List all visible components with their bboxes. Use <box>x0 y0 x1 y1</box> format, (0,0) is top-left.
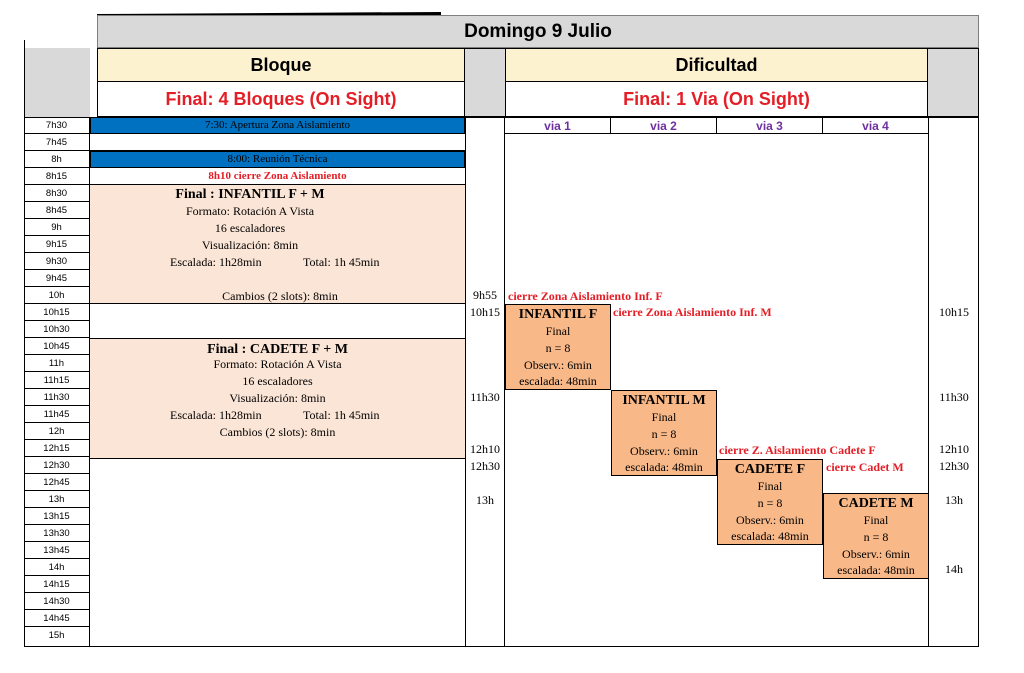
bloque-infantil-visualizacion: Visualización: 8min <box>201 238 299 252</box>
dificultad-final-title: Final: 1 Via (On Sight) <box>505 82 928 117</box>
time-slot: 13h30 <box>24 525 89 542</box>
note-cierre-cad-f: cierre Z. Aislamiento Cadete F <box>719 443 876 457</box>
time-slot: 14h45 <box>24 610 89 627</box>
right-time-11h30: 11h30 <box>939 390 969 404</box>
dif-infantil-m-n: n = 8 <box>651 427 677 441</box>
time-slot: 7h45 <box>24 134 89 151</box>
time-slot: 13h15 <box>24 508 89 525</box>
dif-infantil-m-title: INFANTIL M <box>622 393 706 408</box>
bloque-infantil <box>90 185 465 304</box>
right-time-13h: 13h <box>945 493 963 507</box>
bloque-final-title: Final: 4 Bloques (On Sight) <box>97 82 465 117</box>
via-row <box>505 117 928 134</box>
dif-infantil-f-phase: Final <box>545 324 571 338</box>
right-time-10h15: 10h15 <box>939 305 969 319</box>
time-slot: 11h45 <box>24 406 89 423</box>
bloque-empty-7h45 <box>90 134 465 151</box>
bloque-gap <box>90 304 465 339</box>
bloque-cadete-title: Final : CADETE F + M <box>207 342 348 357</box>
time-slot: 9h30 <box>24 253 89 270</box>
dif-cadete-m-title: CADETE M <box>838 496 914 511</box>
dif-infantil-f-title: INFANTIL F <box>518 307 598 322</box>
dif-infantil-f <box>505 304 611 390</box>
dif-cadete-f-observ: Observ.: 6min <box>736 513 804 527</box>
time-slot: 14h <box>24 559 89 576</box>
via-3-label: via 3 <box>717 117 823 134</box>
note-cierre-cad-m: cierre Cadet M <box>826 460 904 474</box>
bloque-cadete-visualizacion: Visualización: 8min <box>229 391 326 405</box>
time-slot: 10h15 <box>24 304 89 321</box>
bloque-cadete-escaladores: 16 escaladores <box>242 374 313 388</box>
bloque-infantil-escalada: Escalada: 1h28min <box>170 255 262 269</box>
corner-tick <box>24 40 25 48</box>
time-slot: 12h <box>24 423 89 440</box>
time-slot: 7h30 <box>24 117 89 134</box>
dif-cadete-f-phase: Final <box>757 479 783 493</box>
bloque-header: Bloque <box>97 48 465 82</box>
bloque-cadete-total: Total: 1h 45min <box>303 408 380 422</box>
corner-box <box>24 48 90 117</box>
mid-time-12h30: 12h30 <box>470 459 500 473</box>
bloque-infantil-formato: Formato: Rotación A Vista <box>185 204 315 218</box>
right-time-14h: 14h <box>945 562 963 576</box>
time-slot: 13h <box>24 491 89 508</box>
time-slot: 14h15 <box>24 576 89 593</box>
dif-cadete-m-observ: Observ.: 6min <box>842 547 910 561</box>
note-cierre-inf-f: cierre Zona Aislamiento Inf. F <box>508 289 663 303</box>
dif-cadete-f-escalada: escalada: 48min <box>731 529 809 543</box>
day-title: Domingo 9 Julio <box>97 15 979 48</box>
bloque-infantil-total: Total: 1h 45min <box>303 255 380 269</box>
via-1-label: via 1 <box>505 117 611 134</box>
bloque-infantil-cambios: Cambios (2 slots): 8min <box>222 289 338 303</box>
dif-cadete-m-n: n = 8 <box>863 530 889 544</box>
time-slot: 11h <box>24 355 89 372</box>
dif-infantil-m-escalada: escalada: 48min <box>625 460 703 474</box>
dif-cadete-f <box>717 459 823 545</box>
via-4-label: via 4 <box>862 118 889 133</box>
right-gray-col <box>928 48 979 117</box>
dif-cadete-f-title: CADETE F <box>734 462 806 477</box>
time-slot: 12h30 <box>24 457 89 474</box>
dificultad-header: Dificultad <box>505 48 928 82</box>
time-slot: 9h15 <box>24 236 89 253</box>
time-slot: 9h45 <box>24 270 89 287</box>
time-slot: 8h <box>24 151 89 168</box>
right-time-12h30: 12h30 <box>939 459 969 473</box>
bloque-cadete <box>90 339 465 459</box>
time-slot: 14h30 <box>24 593 89 610</box>
dif-infantil-m-observ: Observ.: 6min <box>630 444 698 458</box>
time-slot: 10h30 <box>24 321 89 338</box>
note-cierre-inf-m: cierre Zona Aislamiento Inf. M <box>613 305 772 319</box>
time-slot: 10h <box>24 287 89 304</box>
reunion-bar: 8:00: Reunión Técnica <box>90 151 465 168</box>
time-slot: 10h45 <box>24 338 89 355</box>
mid-time-9h55: 9h55 <box>473 288 497 302</box>
mid-time-12h10: 12h10 <box>470 442 500 456</box>
time-slot: 8h30 <box>24 185 89 202</box>
bloque-infantil-escaladores: 16 escaladores <box>214 221 286 235</box>
time-slot: 12h15 <box>24 440 89 457</box>
bloque-cierre: 8h10 cierre Zona Aislamiento <box>90 168 465 185</box>
bloque-infantil-title: Final : INFANTIL F + M <box>175 187 325 202</box>
bloque-cadete-formato: Formato: Rotación A Vista <box>213 357 342 371</box>
time-column <box>24 117 90 647</box>
mid-time-13h: 13h <box>476 493 494 507</box>
sep-bloque <box>465 117 466 647</box>
bloque-cadete-cambios: Cambios (2 slots): 8min <box>219 425 336 439</box>
time-slot: 13h45 <box>24 542 89 559</box>
via-2-label: via 2 <box>611 117 717 134</box>
right-time-12h10: 12h10 <box>939 442 969 456</box>
time-slot: 9h <box>24 219 89 236</box>
mid-time-10h15: 10h15 <box>470 305 500 319</box>
dif-infantil-f-observ: Observ.: 6min <box>524 358 592 372</box>
bloque-cadete-escalada: Escalada: 1h28min <box>170 408 262 422</box>
mid-time-11h30: 11h30 <box>470 390 500 404</box>
dif-infantil-f-escalada: escalada: 48min <box>519 374 597 388</box>
dif-infantil-f-n: n = 8 <box>545 341 571 355</box>
time-slot: 15h <box>48 630 65 641</box>
mid-gray-col <box>465 48 505 117</box>
dif-infantil-m-phase: Final <box>651 410 677 424</box>
apertura-bar: 7:30: Apertura Zona Aislamiento <box>90 117 465 134</box>
time-slot: 8h45 <box>24 202 89 219</box>
time-slot: 11h30 <box>24 389 89 406</box>
dif-cadete-m-escalada: escalada: 48min <box>837 563 915 577</box>
dif-cadete-m <box>823 493 929 579</box>
time-slot: 12h45 <box>24 474 89 491</box>
dif-cadete-m-phase: Final <box>863 513 889 527</box>
dif-cadete-f-n: n = 8 <box>757 496 783 510</box>
dif-infantil-m <box>611 390 717 476</box>
time-slot: 11h15 <box>24 372 89 389</box>
time-slot: 8h15 <box>24 168 89 185</box>
